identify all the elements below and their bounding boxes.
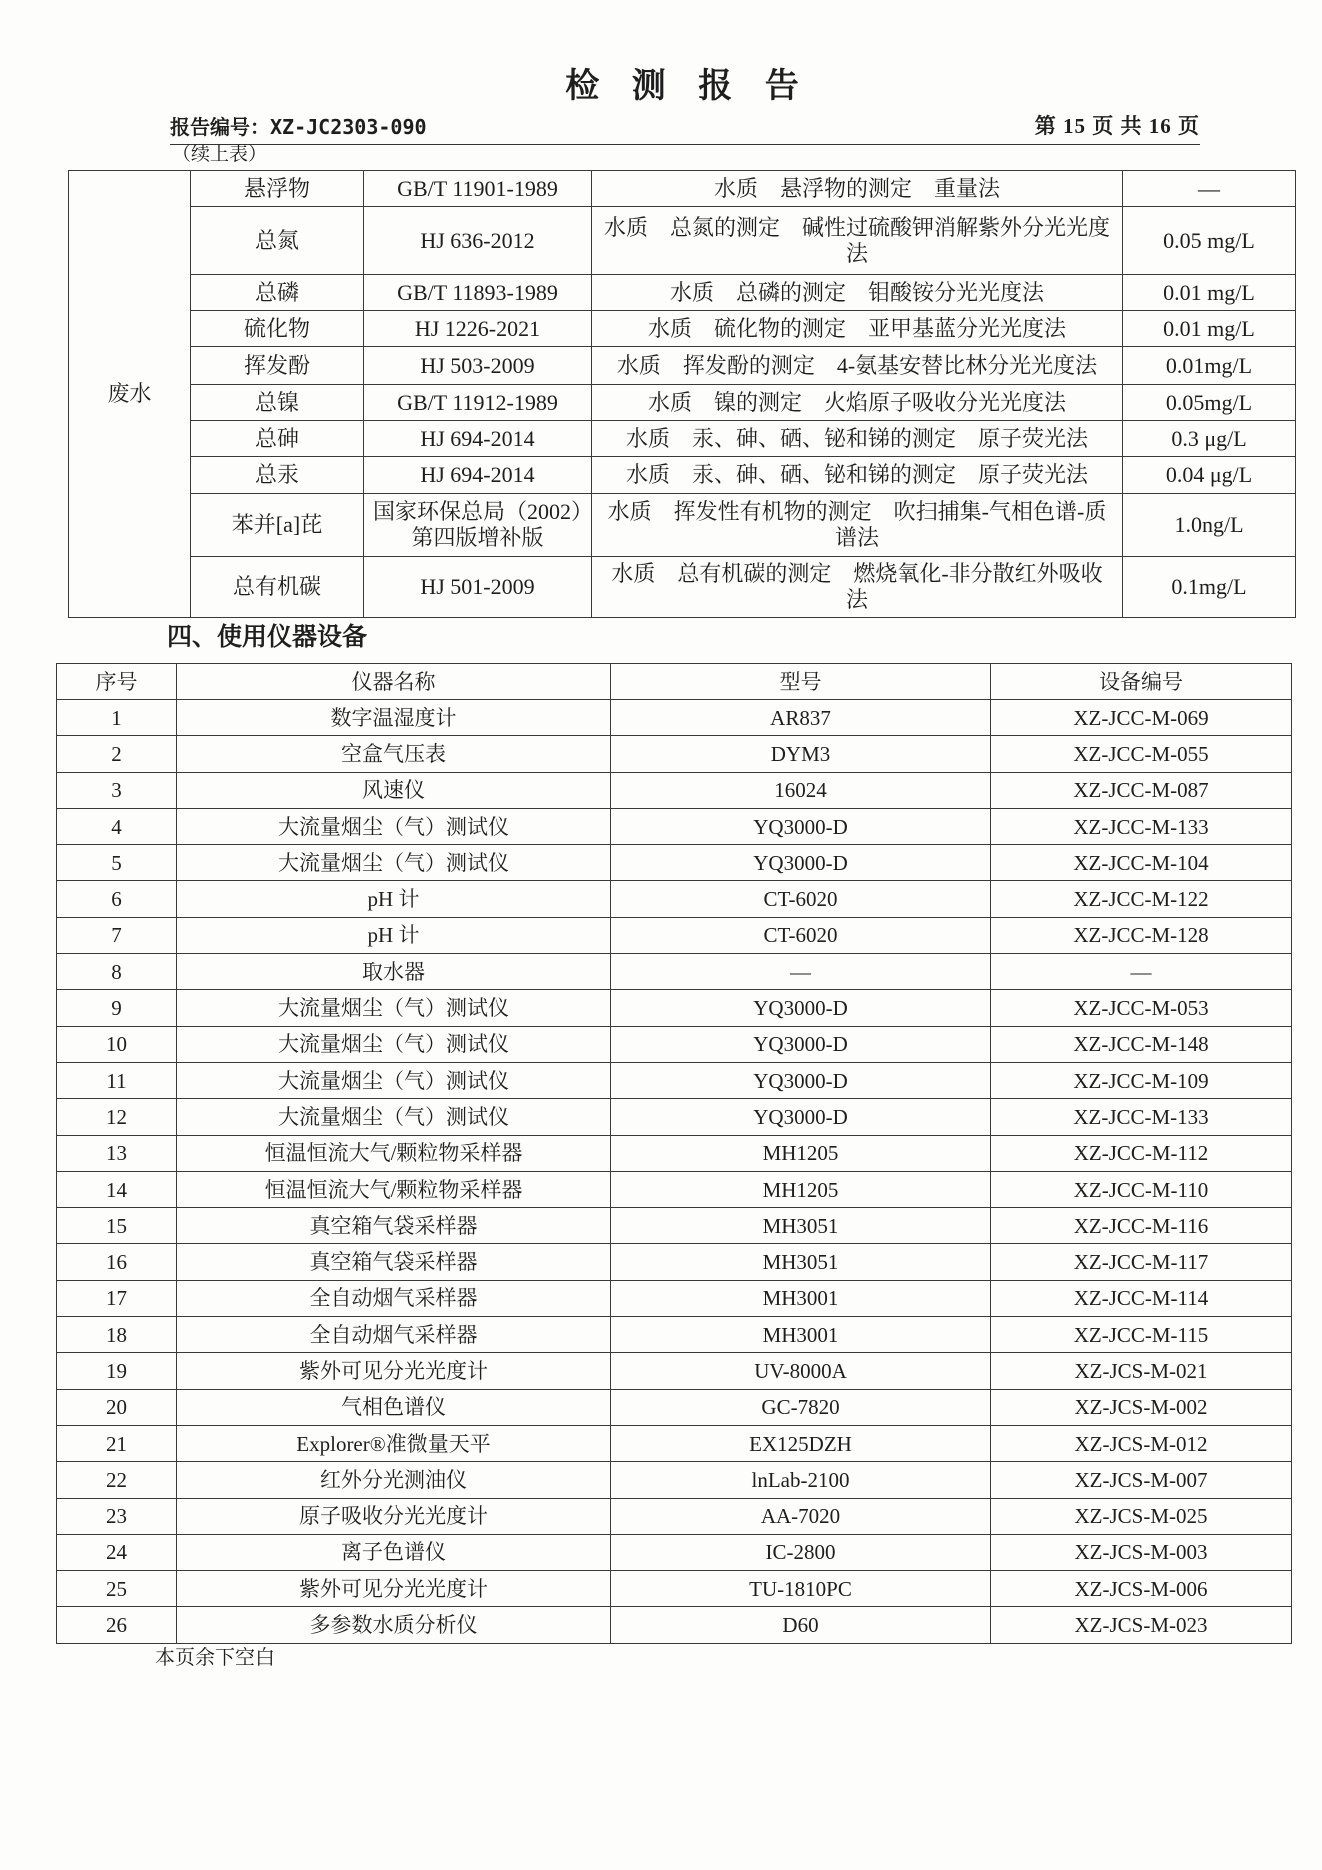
limit-cell: 0.05 mg/L <box>1123 207 1296 275</box>
equipment-id: XZ-JCC-M-053 <box>991 990 1292 1026</box>
instrument-name: 离子色谱仪 <box>177 1534 611 1570</box>
equipment-id: XZ-JCS-M-012 <box>991 1425 1292 1461</box>
instrument-model: MH3051 <box>611 1208 991 1244</box>
column-header: 仪器名称 <box>177 664 611 700</box>
standard-cell: HJ 636-2012 <box>364 207 592 275</box>
instrument-name: 取水器 <box>177 954 611 990</box>
instrument-model: MH3001 <box>611 1317 991 1353</box>
table-row <box>57 1135 1292 1171</box>
equipment-header-row <box>57 664 1292 700</box>
limit-cell: 0.04 μg/L <box>1123 457 1296 494</box>
instrument-model: lnLab-2100 <box>611 1462 991 1498</box>
row-number: 23 <box>57 1498 177 1534</box>
equipment-id: XZ-JCC-M-122 <box>991 881 1292 917</box>
instrument-name: 真空箱气袋采样器 <box>177 1208 611 1244</box>
equipment-id: XZ-JCC-M-104 <box>991 845 1292 881</box>
table-row <box>57 1498 1292 1534</box>
equipment-id: XZ-JCS-M-006 <box>991 1571 1292 1607</box>
item-cell: 总氮 <box>191 207 364 275</box>
method-table-body <box>69 171 1296 618</box>
column-header: 序号 <box>57 664 177 700</box>
equipment-id: XZ-JCC-M-133 <box>991 808 1292 844</box>
instrument-name: 全自动烟气采样器 <box>177 1317 611 1353</box>
category-cell: 废水 <box>69 171 191 618</box>
equipment-id: XZ-JCC-M-055 <box>991 736 1292 772</box>
method-cell: 水质 汞、砷、硒、铋和锑的测定 原子荧光法 <box>592 457 1123 494</box>
instrument-model: CT-6020 <box>611 917 991 953</box>
page-number: 第 15 页 共 16 页 <box>1034 114 1200 138</box>
method-row <box>69 311 1296 347</box>
table-row <box>57 917 1292 953</box>
item-cell: 总镍 <box>191 385 364 421</box>
table-row <box>57 1425 1292 1461</box>
item-cell: 总磷 <box>191 275 364 311</box>
method-cell: 水质 总有机碳的测定 燃烧氧化-非分散红外吸收法 <box>592 557 1123 618</box>
method-cell: 水质 挥发性有机物的测定 吹扫捕集-气相色谱-质谱法 <box>592 494 1123 557</box>
instrument-name: 大流量烟尘（气）测试仪 <box>177 808 611 844</box>
instrument-name: 风速仪 <box>177 772 611 808</box>
instrument-name: 数字温湿度计 <box>177 700 611 736</box>
document-title: 检 测 报 告 <box>565 68 811 105</box>
standard-cell: GB/T 11901-1989 <box>364 171 592 207</box>
row-number: 14 <box>57 1171 177 1207</box>
equipment-id: XZ-JCS-M-021 <box>991 1353 1292 1389</box>
table-row <box>57 1317 1292 1353</box>
instrument-model: UV-8000A <box>611 1353 991 1389</box>
instrument-model: — <box>611 954 991 990</box>
instrument-model: YQ3000-D <box>611 1099 991 1135</box>
standard-cell: HJ 501-2009 <box>364 557 592 618</box>
row-number: 12 <box>57 1099 177 1135</box>
method-cell: 水质 悬浮物的测定 重量法 <box>592 171 1123 207</box>
row-number: 10 <box>57 1026 177 1062</box>
row-number: 19 <box>57 1353 177 1389</box>
instrument-model: EX125DZH <box>611 1425 991 1461</box>
method-cell: 水质 总磷的测定 钼酸铵分光光度法 <box>592 275 1123 311</box>
section-heading: 四、使用仪器设备 <box>167 624 368 651</box>
limit-cell: 0.05mg/L <box>1123 385 1296 421</box>
method-cell: 水质 汞、砷、硒、铋和锑的测定 原子荧光法 <box>592 421 1123 457</box>
row-number: 1 <box>57 700 177 736</box>
equipment-id: XZ-JCC-M-115 <box>991 1317 1292 1353</box>
instrument-name: 空盒气压表 <box>177 736 611 772</box>
equipment-id: XZ-JCS-M-003 <box>991 1534 1292 1570</box>
equipment-id: XZ-JCS-M-023 <box>991 1607 1292 1643</box>
table-row <box>57 1280 1292 1316</box>
equipment-table-body <box>57 700 1292 1644</box>
instrument-name: 紫外可见分光光度计 <box>177 1571 611 1607</box>
instrument-name: pH 计 <box>177 917 611 953</box>
instrument-name: 真空箱气袋采样器 <box>177 1244 611 1280</box>
instrument-name: 多参数水质分析仪 <box>177 1607 611 1643</box>
row-number: 6 <box>57 881 177 917</box>
limit-cell: 0.01mg/L <box>1123 347 1296 385</box>
report-header <box>170 106 1200 145</box>
method-row <box>69 385 1296 421</box>
equipment-id: XZ-JCS-M-002 <box>991 1389 1292 1425</box>
instrument-model: 16024 <box>611 772 991 808</box>
row-number: 8 <box>57 954 177 990</box>
method-cell: 水质 挥发酚的测定 4-氨基安替比林分光光度法 <box>592 347 1123 385</box>
table-row <box>57 1353 1292 1389</box>
item-cell: 总有机碳 <box>191 557 364 618</box>
table-row <box>57 1571 1292 1607</box>
instrument-model: YQ3000-D <box>611 808 991 844</box>
instrument-model: MH1205 <box>611 1135 991 1171</box>
instrument-model: AR837 <box>611 700 991 736</box>
instrument-name: 紫外可见分光光度计 <box>177 1353 611 1389</box>
table-row <box>57 1062 1292 1098</box>
equipment-id: XZ-JCS-M-007 <box>991 1462 1292 1498</box>
table-row <box>57 772 1292 808</box>
table-row <box>57 954 1292 990</box>
equipment-id: XZ-JCC-M-116 <box>991 1208 1292 1244</box>
method-table <box>68 170 1296 618</box>
standard-cell: GB/T 11912-1989 <box>364 385 592 421</box>
instrument-name: 红外分光测油仪 <box>177 1462 611 1498</box>
table-row <box>57 736 1292 772</box>
equipment-id: XZ-JCC-M-114 <box>991 1280 1292 1316</box>
equipment-id: XZ-JCC-M-117 <box>991 1244 1292 1280</box>
table-row <box>57 808 1292 844</box>
instrument-model: YQ3000-D <box>611 1062 991 1098</box>
standard-cell: 国家环保总局（2002）第四版增补版 <box>364 494 592 557</box>
equipment-id: XZ-JCC-M-148 <box>991 1026 1292 1062</box>
instrument-name: 恒温恒流大气/颗粒物采样器 <box>177 1135 611 1171</box>
equipment-id: XZ-JCC-M-087 <box>991 772 1292 808</box>
table-row <box>57 1099 1292 1135</box>
row-number: 21 <box>57 1425 177 1461</box>
method-row <box>69 171 1296 207</box>
equipment-id: XZ-JCC-M-069 <box>991 700 1292 736</box>
instrument-name: 全自动烟气采样器 <box>177 1280 611 1316</box>
instrument-model: GC-7820 <box>611 1389 991 1425</box>
row-number: 2 <box>57 736 177 772</box>
table-row <box>57 1462 1292 1498</box>
column-header: 设备编号 <box>991 664 1292 700</box>
item-cell: 挥发酚 <box>191 347 364 385</box>
limit-cell: 1.0ng/L <box>1123 494 1296 557</box>
method-cell: 水质 镍的测定 火焰原子吸收分光光度法 <box>592 385 1123 421</box>
row-number: 25 <box>57 1571 177 1607</box>
instrument-model: D60 <box>611 1607 991 1643</box>
equipment-id: XZ-JCC-M-112 <box>991 1135 1292 1171</box>
continued-note: （续上表） <box>172 144 268 165</box>
instrument-name: 大流量烟尘（气）测试仪 <box>177 1062 611 1098</box>
method-cell: 水质 总氮的测定 碱性过硫酸钾消解紫外分光光度法 <box>592 207 1123 275</box>
method-cell: 水质 硫化物的测定 亚甲基蓝分光光度法 <box>592 311 1123 347</box>
item-cell: 悬浮物 <box>191 171 364 207</box>
method-row <box>69 275 1296 311</box>
row-number: 7 <box>57 917 177 953</box>
equipment-id: — <box>991 954 1292 990</box>
standard-cell: HJ 694-2014 <box>364 457 592 494</box>
table-row <box>57 1026 1292 1062</box>
limit-cell: 0.3 μg/L <box>1123 421 1296 457</box>
instrument-name: 恒温恒流大气/颗粒物采样器 <box>177 1171 611 1207</box>
instrument-model: TU-1810PC <box>611 1571 991 1607</box>
footer-note: 本页余下空白 <box>155 1647 275 1669</box>
equipment-id: XZ-JCC-M-109 <box>991 1062 1292 1098</box>
row-number: 11 <box>57 1062 177 1098</box>
item-cell: 总汞 <box>191 457 364 494</box>
column-header: 型号 <box>611 664 991 700</box>
row-number: 20 <box>57 1389 177 1425</box>
row-number: 22 <box>57 1462 177 1498</box>
instrument-name: 原子吸收分光光度计 <box>177 1498 611 1534</box>
standard-cell: GB/T 11893-1989 <box>364 275 592 311</box>
equipment-id: XZ-JCC-M-110 <box>991 1171 1292 1207</box>
table-row <box>57 1208 1292 1244</box>
instrument-model: MH1205 <box>611 1171 991 1207</box>
limit-cell: — <box>1123 171 1296 207</box>
instrument-name: 气相色谱仪 <box>177 1389 611 1425</box>
equipment-table-head <box>57 664 1292 700</box>
row-number: 13 <box>57 1135 177 1171</box>
table-row <box>57 990 1292 1026</box>
report-number: 报告编号：XZ-JC2303-090 <box>170 114 427 139</box>
instrument-model: YQ3000-D <box>611 990 991 1026</box>
item-cell: 苯并[a]芘 <box>191 494 364 557</box>
row-number: 18 <box>57 1317 177 1353</box>
instrument-model: MH3051 <box>611 1244 991 1280</box>
instrument-name: 大流量烟尘（气）测试仪 <box>177 845 611 881</box>
table-row <box>57 1244 1292 1280</box>
row-number: 24 <box>57 1534 177 1570</box>
item-cell: 硫化物 <box>191 311 364 347</box>
instrument-name: Explorer®准微量天平 <box>177 1425 611 1461</box>
method-row <box>69 421 1296 457</box>
instrument-model: IC-2800 <box>611 1534 991 1570</box>
standard-cell: HJ 1226-2021 <box>364 311 592 347</box>
standard-cell: HJ 503-2009 <box>364 347 592 385</box>
table-row <box>57 1171 1292 1207</box>
instrument-model: YQ3000-D <box>611 845 991 881</box>
table-row <box>57 845 1292 881</box>
method-row <box>69 557 1296 618</box>
method-row <box>69 347 1296 385</box>
method-row <box>69 494 1296 557</box>
instrument-model: MH3001 <box>611 1280 991 1316</box>
row-number: 9 <box>57 990 177 1026</box>
instrument-name: pH 计 <box>177 881 611 917</box>
table-row <box>57 881 1292 917</box>
instrument-name: 大流量烟尘（气）测试仪 <box>177 990 611 1026</box>
instrument-model: YQ3000-D <box>611 1026 991 1062</box>
instrument-name: 大流量烟尘（气）测试仪 <box>177 1026 611 1062</box>
instrument-name: 大流量烟尘（气）测试仪 <box>177 1099 611 1135</box>
item-cell: 总砷 <box>191 421 364 457</box>
row-number: 15 <box>57 1208 177 1244</box>
row-number: 26 <box>57 1607 177 1643</box>
table-row <box>57 1607 1292 1643</box>
row-number: 3 <box>57 772 177 808</box>
row-number: 16 <box>57 1244 177 1280</box>
limit-cell: 0.01 mg/L <box>1123 275 1296 311</box>
instrument-model: AA-7020 <box>611 1498 991 1534</box>
limit-cell: 0.1mg/L <box>1123 557 1296 618</box>
row-number: 4 <box>57 808 177 844</box>
instrument-model: DYM3 <box>611 736 991 772</box>
row-number: 5 <box>57 845 177 881</box>
table-row <box>57 1389 1292 1425</box>
row-number: 17 <box>57 1280 177 1316</box>
method-row <box>69 207 1296 275</box>
table-row <box>57 1534 1292 1570</box>
standard-cell: HJ 694-2014 <box>364 421 592 457</box>
equipment-table <box>56 663 1292 1644</box>
equipment-id: XZ-JCS-M-025 <box>991 1498 1292 1534</box>
equipment-id: XZ-JCC-M-128 <box>991 917 1292 953</box>
table-row <box>57 700 1292 736</box>
limit-cell: 0.01 mg/L <box>1123 311 1296 347</box>
instrument-model: CT-6020 <box>611 881 991 917</box>
equipment-id: XZ-JCC-M-133 <box>991 1099 1292 1135</box>
method-row <box>69 457 1296 494</box>
